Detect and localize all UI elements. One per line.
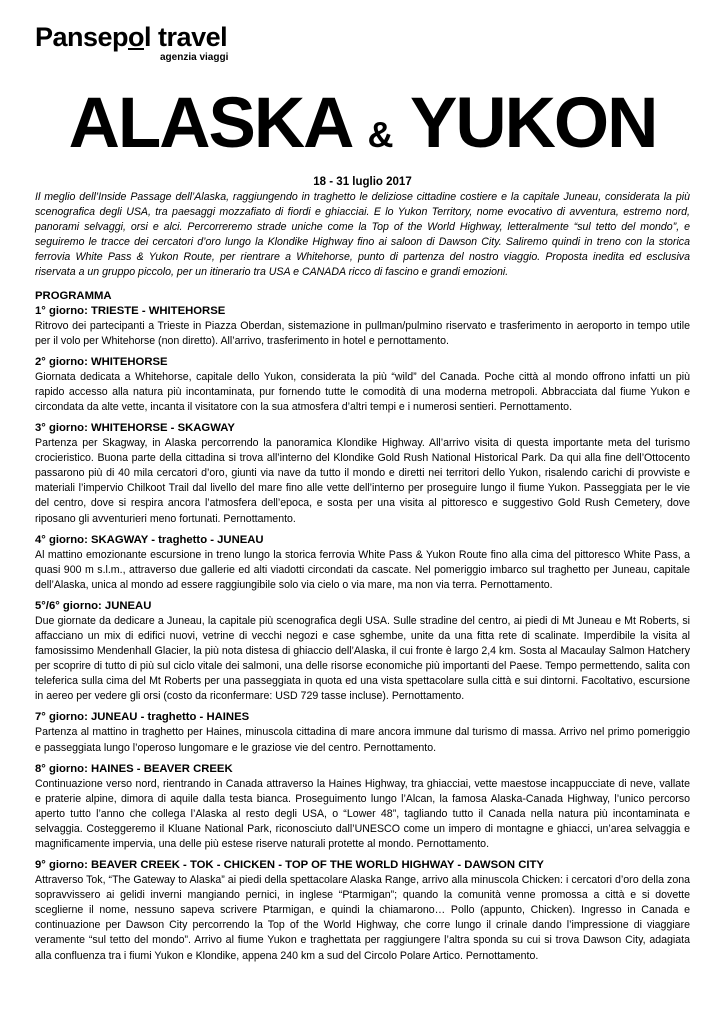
day-title: 3° giorno: WHITEHORSE - SKAGWAY: [35, 422, 235, 435]
day-description: Partenza al mattino in traghetto per Haines, minuscola cittadina di mare ancora immune dal turismo di massa. Arrivo nel primo pomeriggio e passeggiata lungo l’operoso lungomare e le graziose vie del centro. Pernottamento.: [35, 726, 690, 754]
title-yukon: YUKON: [409, 84, 657, 163]
day-description: Giornata dedicata a Whitehorse, capitale dello Yukon, considerata la più “wild” del Canada. Poche città al mondo offrono infatti un più rapido accesso alla natura più incontaminata, pur fornendo tutte le comodità di una moderna metropoli. Abbracciata dal fiume Yukon e circondata da alte vette, incanta il visitatore con la sua atmosfera d’altri tempi e i numerosi sentieri. Pernottamento.: [35, 370, 690, 413]
day-description: Partenza per Skagway, in Alaska percorrendo la panoramica Klondike Highway. All’arrivo visita di questa importante meta del turismo crocieristico. Buona parte della cittadina si trova all’interno del Klondike Gold Rush National Historical Park. Da qui alla fine dell’Ottocento passarono più di 40 mila cercatori d’oro, giunti via nave da tutto il mondo e diretti nei territori dello Yukon, risalendo carichi di provviste e materiali l’impervio Chilkoot Trail dal livello del mare fino alle vette dell’interno per proseguire lungo il fiume Yukon. Passeggiata per le vie del centro, dove si respira ancora l’atmosfera dell’epoca, e sosta per una visita al pittoresco e suggestivo Gold Rush Cemetery, dove riposano gli avventurieri meno fortunati. Pernottamento.: [35, 437, 690, 525]
day-description: Due giornate da dedicare a Juneau, la capitale più scenografica degli USA. Sulle stradine del centro, ai piedi di Mt Juneau e Mt Roberts, si affacciano un mix di edifici nuovi, vetrine di vecchi negozi e case sghembe, unite da una fitta rete di scalinate. Imperdibile la visita al famosissimo Mendenhall Glacier, la più nota distesa di ghiaccio dell’Alaska, il cui fronte è largo 2,4 km. Sosta al Macaulay Salmon Hatchery per scoprire di tutto di più sul ciclo vitale dei salmoni, una delle risorse economiche più importanti del Paese. Tempo permettendo, salita con teleferica sulla cima del Mt Roberts per una passeggiata in quota ed una vista spettacolare sulla città e sui dintorni. Facoltativo, escursione in aereo per vedere gli orsi (costo da riconfermare: USD 729 tasse incluse). Pernottamento.: [35, 614, 690, 703]
day-section-9: [35, 858, 690, 964]
day-description: Continuazione verso nord, rientrando in Canada attraverso la Haines Highway, tra ghiacciai, vette maestose incappucciate di neve, vallate e praterie alpine, dimora di aquile dalla testa bianca. Proseguimento lungo l’Alcan, la famosa Alaska-Canada Highway, l’unico percorso aperto tutto l’anno che collega l’Alaska al resto degli USA, o “Lower 48”, tagliando tutto il Canada nella natura più incontaminata e selvaggia. Costeggeremo il Kluane National Park, riconosciuto dall’UNESCO come un impero di montagne e ghiacci, un’area selvaggia e magnificamente impervia, una delle più estese riserve naturali protette al mondo. Pernottamento.: [35, 777, 690, 850]
programma-heading: PROGRAMMA: [35, 289, 112, 302]
brand-name-part2: l travel: [144, 22, 228, 52]
title-ampersand: &: [367, 114, 394, 155]
day-description: Attraverso Tok, “The Gateway to Alaska” ai piedi della spettacolare Alaska Range, arrivo alla minuscola Chicken: i cercatori d’oro della zona sopravvissero ai gelidi inverni mangiando pernici, in inglese “Ptarmigan”; quando la comunità venne promossa a città e si dovette sceglierne il nome, nessuno sapeva scrivere Ptarmigan, e quindi la chiamarono… Pollo (appunto, Chicken). Ingresso in Canada e continuazione per Dawson City percorrendo la Top of the World Highway, che corre lungo il crinale dando l’impressione di viaggiare veramente “sul tetto del mondo”. Arrivo al fiume Yukon e traghettata per raggiungere l’altra sponda su cui si trova Dawson City, adagiata alla confluenza tra i fiumi Yukon e Klondike, appena 240 km a sud del Circolo Polare Artico. Pernottamento.: [35, 874, 690, 962]
brand-name-part1: Pansep: [35, 22, 129, 52]
day-title: 9° giorno: BEAVER CREEK - TOK - CHICKEN - TOP OF THE WORLD HIGHWAY - DAWSON CITY: [35, 859, 544, 872]
day-title: 8° giorno: HAINES - BEAVER CREEK: [35, 762, 233, 775]
day-section-2: [35, 355, 690, 415]
day-section-1: [35, 304, 690, 349]
day-section-7: [35, 710, 690, 755]
day-section-5-6: [35, 599, 690, 705]
day-section-8: [35, 762, 690, 852]
document-body: [35, 175, 690, 970]
day-title: 5°/6° giorno: JUNEAU: [35, 599, 152, 612]
brand-subtitle: agenzia viaggi: [160, 52, 229, 63]
day-title: 1° giorno: TRIESTE - WHITEHORSE: [35, 304, 226, 317]
page-title: [0, 84, 725, 175]
day-title: 7° giorno: JUNEAU - traghetto - HAINES: [35, 711, 250, 724]
day-description: Ritrovo dei partecipanti a Trieste in Piazza Oberdan, sistemazione in pullman/pulmino riservato e trasferimento in aeroporto in tempo utile per il volo per Whitehorse (non diretto). All’arrivo, trasferimento in hotel e pernottamento.: [35, 319, 690, 347]
trip-dates: 18 - 31 luglio 2017: [313, 176, 412, 188]
title-alaska: ALASKA: [68, 84, 350, 163]
brand-name-o: o: [128, 22, 145, 52]
day-section-3: [35, 421, 690, 527]
day-title: 4° giorno: SKAGWAY - traghetto - JUNEAU: [35, 533, 264, 546]
day-section-4: [35, 533, 690, 593]
day-description: Al mattino emozionante escursione in treno lungo la storica ferrovia White Pass & Yukon Route fino alla cima del pittoresco White Pass, a quasi 900 m s.l.m., attraverso due gallerie ed alti viadotti circondati da cascate. Nel pomeriggio imbarco sul traghetto per Juneau, capitale dell’Alaska, unica al mondo ad essere raggiungibile solo via cielo o via mare, ma non via terra. Pernottamento.: [35, 548, 690, 591]
intro-paragraph: Il meglio dell’Inside Passage dell’Alaska, raggiungendo in traghetto le deliziose cittadine costiere e la capitale Juneau, considerata la più scenografica degli USA, tra paesaggi mozzafiato di fiordi e ghiacciai. E lo Yukon Territory, nome evocativo di avventura, estremo nord, panorami selvaggi, orsi e alci. Percorreremo strade uniche come la Top of the World Highway, letteralmente “sul tetto del mondo”, e seguiremo le tracce dei cercatori d’oro lungo la Klondike Highway fino ai saloon di Dawson City. Saliremo quindi in treno con la storica ferrovia White Pass & Yukon Route, per rientrare a Whitehorse, punto di partenza del nostro viaggio. Proposta inedita ed esclusiva riservata a un gruppo piccolo, per un itinerario tra USA e CANADA ricco di fascino e grandi emozioni.: [35, 191, 690, 279]
brand-name: [35, 22, 227, 52]
brand-logo: [35, 22, 227, 70]
day-title: 2° giorno: WHITEHORSE: [35, 355, 168, 368]
